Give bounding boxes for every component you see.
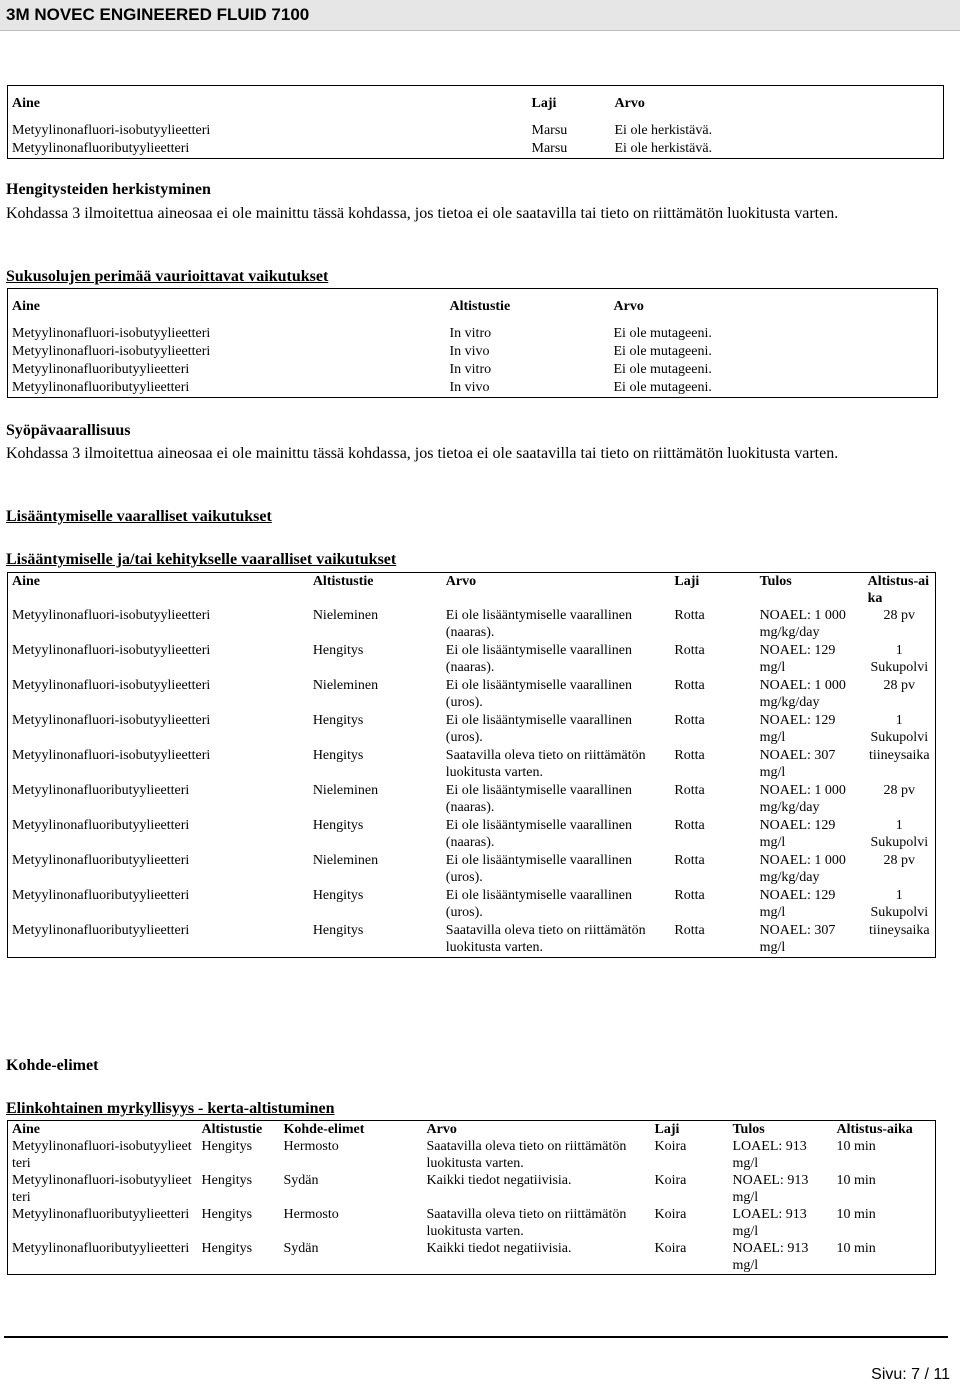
table-cell: 1 Sukupolvi bbox=[870, 818, 929, 850]
table-cell: LOAEL: 913 mg/l bbox=[732, 1207, 807, 1239]
table-cell: Ei ole mutageeni. bbox=[613, 361, 712, 377]
table-cell: NOAEL: 1 000 mg/kg/day bbox=[759, 783, 846, 815]
table-cell: In vitro bbox=[449, 361, 492, 377]
table-cell: Metyylinonafluori-isobutyylieetteri bbox=[12, 343, 211, 359]
table-cell: Hengitys bbox=[312, 923, 364, 938]
table-cell: Metyylinonafluoributyylieetteri bbox=[12, 853, 190, 868]
table-cell: Hengitys bbox=[201, 1207, 253, 1222]
table-cell: NOAEL: 913 mg/l bbox=[732, 1173, 809, 1205]
table-cell: Ei ole lisääntymiselle vaarallinen (naaras). bbox=[445, 643, 633, 675]
page-number: Sivu: 7 / 11 bbox=[871, 1366, 950, 1383]
table-cell: Metyylinonafluori-isobutyylieetteri bbox=[12, 1173, 192, 1205]
table-cell: Sydän bbox=[283, 1173, 319, 1188]
document-title: 3M NOVEC ENGINEERED FLUID 7100 bbox=[6, 5, 310, 24]
column-header: Arvo bbox=[613, 299, 644, 315]
table-cell: Rotta bbox=[674, 713, 705, 728]
table-row bbox=[8, 140, 944, 159]
table-cell: Metyylinonafluori-isobutyylieetteri bbox=[12, 1139, 192, 1171]
table-cell: NOAEL: 1 000 mg/kg/day bbox=[759, 678, 846, 710]
table-cell: In vitro bbox=[449, 325, 492, 341]
column-header: Altistustie bbox=[449, 299, 511, 315]
table-cell: Koira bbox=[654, 1241, 687, 1256]
table-cell: Metyylinonafluori-isobutyylieetteri bbox=[12, 748, 211, 763]
table-row bbox=[8, 1138, 936, 1172]
target-organ-table bbox=[7, 1120, 936, 1275]
table-cell: Hengitys bbox=[312, 888, 364, 903]
column-header: Kohde-elimet bbox=[283, 1122, 365, 1137]
table-cell: NOAEL: 129 mg/l bbox=[759, 888, 836, 920]
table-cell: Metyylinonafluori-isobutyylieetteri bbox=[12, 122, 211, 138]
section-heading: Syöpävaarallisuus bbox=[6, 422, 131, 439]
table-cell: Metyylinonafluoributyylieetteri bbox=[12, 1207, 190, 1222]
table-cell: Rotta bbox=[674, 748, 705, 763]
table-cell: Saatavilla oleva tieto on riittämätön luokitusta varten. bbox=[445, 923, 646, 955]
table-cell: Ei ole lisääntymiselle vaarallinen (naaras). bbox=[445, 818, 633, 850]
footer-divider bbox=[4, 1336, 948, 1338]
section-heading: Lisääntymiselle vaaralliset vaikutukset bbox=[6, 508, 272, 525]
table-cell: NOAEL: 307 mg/l bbox=[759, 923, 836, 955]
table-row bbox=[8, 325, 938, 343]
reproductive-toxicity-table bbox=[7, 572, 936, 958]
table-cell: Koira bbox=[654, 1139, 687, 1154]
table-cell: Hermosto bbox=[283, 1207, 339, 1222]
table-row bbox=[8, 887, 936, 922]
table-row bbox=[8, 852, 936, 887]
column-header: Laji bbox=[674, 574, 700, 589]
table-row bbox=[8, 343, 938, 361]
table-cell: NOAEL: 129 mg/l bbox=[759, 643, 836, 675]
column-header: Altistustie bbox=[312, 574, 374, 589]
table-cell: Metyylinonafluoributyylieetteri bbox=[12, 888, 190, 903]
table-cell: Rotta bbox=[674, 818, 705, 833]
table-cell: Ei ole herkistävä. bbox=[614, 140, 713, 156]
table-row bbox=[8, 1172, 936, 1206]
table-cell: Metyylinonafluoributyylieetteri bbox=[12, 818, 190, 833]
table-row bbox=[8, 642, 936, 677]
section-text: Kohdassa 3 ilmoitettua aineosaa ei ole mainittu tässä kohdassa, jos tietoa ei ole saatavilla tai tieto on riittämätön luokitusta varten. bbox=[6, 205, 839, 222]
table-cell: Metyylinonafluori-isobutyylieetteri bbox=[12, 713, 211, 728]
column-header: Altistustie bbox=[201, 1122, 263, 1137]
table-cell: Hengitys bbox=[312, 713, 364, 728]
table-cell: 10 min bbox=[836, 1241, 876, 1256]
column-header: Aine bbox=[12, 299, 40, 315]
table-cell: Rotta bbox=[674, 783, 705, 798]
mutagenicity-table bbox=[7, 288, 938, 398]
table-cell: 10 min bbox=[836, 1207, 876, 1222]
table-row bbox=[8, 1206, 936, 1240]
table-cell: Metyylinonafluoributyylieetteri bbox=[12, 379, 190, 395]
table-cell: Rotta bbox=[674, 678, 705, 693]
column-header: Tulos bbox=[732, 1122, 765, 1137]
table-cell: 10 min bbox=[836, 1139, 876, 1154]
sensitization-table bbox=[7, 85, 944, 159]
column-header: Aine bbox=[12, 574, 40, 589]
table-cell: NOAEL: 913 mg/l bbox=[732, 1241, 809, 1273]
table-cell: Koira bbox=[654, 1207, 687, 1222]
table-cell: Nieleminen bbox=[312, 678, 379, 693]
table-cell: tiineysaika bbox=[868, 748, 930, 763]
table-cell: 28 pv bbox=[883, 783, 916, 798]
table-cell: Rotta bbox=[674, 853, 705, 868]
column-header: Laji bbox=[654, 1122, 680, 1137]
column-header: Altistus-aika bbox=[836, 1122, 913, 1137]
section-text: Kohdassa 3 ilmoitettua aineosaa ei ole mainittu tässä kohdassa, jos tietoa ei ole saatavilla tai tieto on riittämätön luokitusta varten. bbox=[6, 445, 839, 462]
table-row bbox=[8, 747, 936, 782]
table-cell: Marsu bbox=[531, 122, 568, 138]
document-header bbox=[0, 0, 960, 31]
table-cell: Sydän bbox=[283, 1241, 319, 1256]
table-cell: Nieleminen bbox=[312, 783, 379, 798]
column-header: Aine bbox=[12, 96, 40, 112]
table-cell: Ei ole herkistävä. bbox=[614, 122, 713, 138]
table-cell: Ei ole mutageeni. bbox=[613, 343, 712, 359]
column-header: Laji bbox=[531, 96, 557, 112]
table-row bbox=[8, 712, 936, 747]
column-header: Aine bbox=[12, 1122, 40, 1137]
table-cell: Saatavilla oleva tieto on riittämätön luokitusta varten. bbox=[426, 1139, 627, 1171]
table-cell: tiineysaika bbox=[868, 923, 930, 938]
table-cell: Saatavilla oleva tieto on riittämätön luokitusta varten. bbox=[426, 1207, 627, 1239]
table-cell: Nieleminen bbox=[312, 853, 379, 868]
table-cell: NOAEL: 307 mg/l bbox=[759, 748, 836, 780]
table-cell: NOAEL: 129 mg/l bbox=[759, 713, 836, 745]
section-heading: Hengitysteiden herkistyminen bbox=[6, 181, 211, 198]
table-cell: 1 Sukupolvi bbox=[870, 643, 929, 675]
table-cell: Ei ole mutageeni. bbox=[613, 379, 712, 395]
table-cell: Rotta bbox=[674, 608, 705, 623]
table-cell: Koira bbox=[654, 1173, 687, 1188]
table-cell: Metyylinonafluoributyylieetteri bbox=[12, 1241, 190, 1256]
table-row bbox=[8, 817, 936, 852]
table-cell: Rotta bbox=[674, 923, 705, 938]
table-cell: Ei ole lisääntymiselle vaarallinen (naaras). bbox=[445, 783, 633, 815]
table-cell: 28 pv bbox=[883, 853, 916, 868]
table-cell: Metyylinonafluoributyylieetteri bbox=[12, 361, 190, 377]
column-header: Tulos bbox=[759, 574, 792, 589]
table-cell: NOAEL: 129 mg/l bbox=[759, 818, 836, 850]
table-cell: Marsu bbox=[531, 140, 568, 156]
table-cell: Metyylinonafluori-isobutyylieetteri bbox=[12, 678, 211, 693]
table-row bbox=[8, 782, 936, 817]
table-cell: Kaikki tiedot negatiivisia. bbox=[426, 1173, 572, 1188]
table-cell: Ei ole lisääntymiselle vaarallinen (uros). bbox=[445, 678, 633, 710]
table-cell: Metyylinonafluori-isobutyylieetteri bbox=[12, 643, 211, 658]
table-cell: Ei ole lisääntymiselle vaarallinen (uros). bbox=[445, 888, 633, 920]
table-cell: 1 Sukupolvi bbox=[870, 888, 929, 920]
table-cell: Hengitys bbox=[312, 748, 364, 763]
table-cell: Ei ole lisääntymiselle vaarallinen (naaras). bbox=[445, 608, 633, 640]
table-cell: NOAEL: 1 000 mg/kg/day bbox=[759, 853, 846, 885]
table-cell: Rotta bbox=[674, 888, 705, 903]
table-cell: Hengitys bbox=[312, 643, 364, 658]
table-cell: 1 Sukupolvi bbox=[870, 713, 929, 745]
table-cell: Nieleminen bbox=[312, 608, 379, 623]
section-heading: Sukusolujen perimää vaurioittavat vaikutukset bbox=[6, 268, 329, 285]
table-cell: Hengitys bbox=[201, 1139, 253, 1154]
section-subheading: Elinkohtainen myrkyllisyys - kerta-altistuminen bbox=[6, 1100, 335, 1117]
section-heading: Kohde-elimet bbox=[6, 1057, 99, 1074]
table-cell: Hengitys bbox=[312, 818, 364, 833]
table-row bbox=[8, 379, 938, 398]
column-header: Arvo bbox=[614, 96, 645, 112]
table-cell: Metyylinonafluori-isobutyylieetteri bbox=[12, 608, 211, 623]
table-cell: 28 pv bbox=[883, 608, 916, 623]
table-cell: Ei ole lisääntymiselle vaarallinen (uros). bbox=[445, 713, 633, 745]
table-cell: Metyylinonafluori-isobutyylieetteri bbox=[12, 325, 211, 341]
table-row bbox=[8, 677, 936, 712]
table-cell: Metyylinonafluoributyylieetteri bbox=[12, 923, 190, 938]
table-cell: Ei ole mutageeni. bbox=[613, 325, 712, 341]
table-cell: Metyylinonafluoributyylieetteri bbox=[12, 783, 190, 798]
table-cell: Saatavilla oleva tieto on riittämätön luokitusta varten. bbox=[445, 748, 646, 780]
table-cell: 10 min bbox=[836, 1173, 876, 1188]
table-row bbox=[8, 607, 936, 642]
table-row bbox=[8, 361, 938, 379]
table-cell: 28 pv bbox=[883, 678, 916, 693]
section-subheading: Lisääntymiselle ja/tai kehitykselle vaaralliset vaikutukset bbox=[6, 551, 397, 568]
table-cell: Ei ole lisääntymiselle vaarallinen (uros). bbox=[445, 853, 633, 885]
table-cell: Hengitys bbox=[201, 1173, 253, 1188]
table-cell: Hengitys bbox=[201, 1241, 253, 1256]
table-cell: In vivo bbox=[449, 379, 490, 395]
table-cell: Rotta bbox=[674, 643, 705, 658]
table-cell: In vivo bbox=[449, 343, 490, 359]
table-row bbox=[8, 122, 944, 140]
column-header: Arvo bbox=[445, 574, 477, 589]
column-header: Arvo bbox=[426, 1122, 457, 1137]
table-row bbox=[8, 922, 936, 957]
table-cell: LOAEL: 913 mg/l bbox=[732, 1139, 807, 1171]
table-cell: NOAEL: 1 000 mg/kg/day bbox=[759, 608, 846, 640]
table-cell: Hermosto bbox=[283, 1139, 339, 1154]
column-header: Altistus-aika bbox=[867, 574, 930, 606]
table-cell: Kaikki tiedot negatiivisia. bbox=[426, 1241, 572, 1256]
table-row bbox=[8, 1240, 936, 1275]
table-cell: Metyylinonafluoributyylieetteri bbox=[12, 140, 190, 156]
